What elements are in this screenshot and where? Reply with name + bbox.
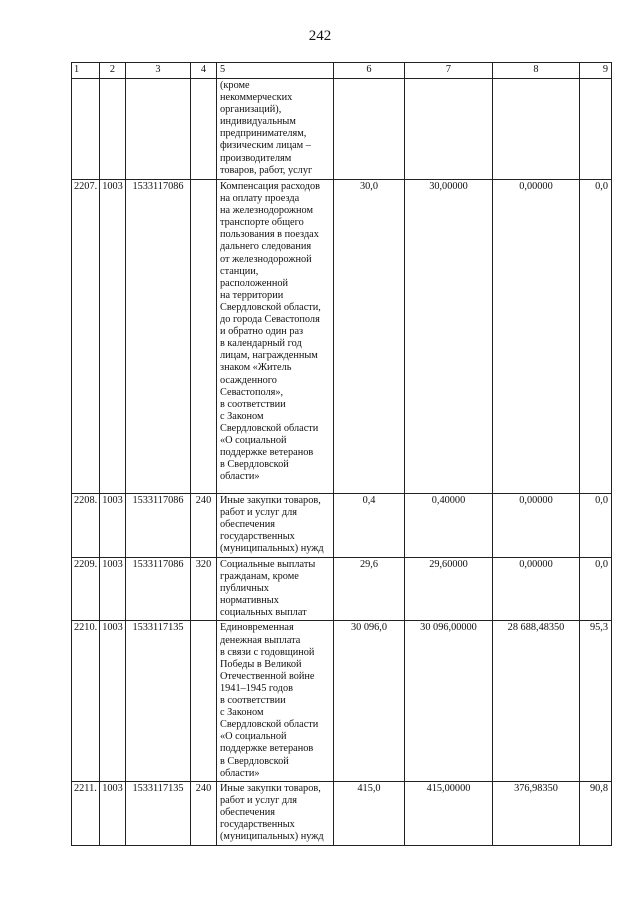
table-cell-col-8: 0,00000 bbox=[493, 494, 580, 558]
table-cell-col-9: 95,3 bbox=[580, 621, 612, 781]
table-cell-col-8: 28 688,48350 bbox=[493, 621, 580, 781]
table-cell-col-7: 0,40000 bbox=[405, 494, 493, 558]
table-cell-col-2 bbox=[100, 79, 126, 180]
table-cell-col-3: 1533117135 bbox=[126, 781, 191, 845]
table-row bbox=[72, 781, 612, 845]
table-cell-col-1: 2211. bbox=[72, 781, 100, 845]
column-header-8: 8 bbox=[493, 63, 580, 79]
table-cell-col-2: 1003 bbox=[100, 558, 126, 621]
table-row bbox=[72, 180, 612, 494]
table-cell-col-3 bbox=[126, 79, 191, 180]
table-cell-col-2: 1003 bbox=[100, 781, 126, 845]
table-cell-col-8: 0,00000 bbox=[493, 180, 580, 494]
table-cell-col-5: Единовременная денежная выплата в связи с годовщиной Победы в Великой Отечественной войне 1941–1945 годов в соответствии с Законом Свердловской области «О социальной поддержке ветеранов в Свердловской области» bbox=[217, 621, 334, 781]
table-cell-col-5: Иные закупки товаров, работ и услуг для обеспечения государственных (муниципальных) нужд bbox=[217, 494, 334, 558]
table-cell-col-9 bbox=[580, 79, 612, 180]
table-cell-col-6: 29,6 bbox=[334, 558, 405, 621]
page-number: 242 bbox=[308, 28, 332, 44]
table-cell-col-1 bbox=[72, 79, 100, 180]
column-header-2: 2 bbox=[100, 63, 126, 79]
table-cell-col-1: 2209. bbox=[72, 558, 100, 621]
table-cell-col-2: 1003 bbox=[100, 494, 126, 558]
table-header bbox=[72, 63, 612, 79]
table-cell-col-3: 1533117086 bbox=[126, 558, 191, 621]
table-cell-col-5: (кроме некоммерческих организаций), индивидуальным предпринимателям, физическим лицам – производителям товаров, работ, услуг bbox=[217, 79, 334, 180]
table-cell-col-8: 0,00000 bbox=[493, 558, 580, 621]
table-cell-col-4 bbox=[191, 621, 217, 781]
table-cell-col-4 bbox=[191, 180, 217, 494]
table-cell-col-3: 1533117135 bbox=[126, 621, 191, 781]
header-row bbox=[72, 63, 612, 79]
table-row bbox=[72, 621, 612, 781]
table-cell-col-3: 1533117086 bbox=[126, 494, 191, 558]
table-cell-col-7: 30,00000 bbox=[405, 180, 493, 494]
column-header-9: 9 bbox=[580, 63, 612, 79]
column-header-1: 1 bbox=[72, 63, 100, 79]
table-cell-col-6 bbox=[334, 79, 405, 180]
table-cell-col-3: 1533117086 bbox=[126, 180, 191, 494]
table-cell-col-7 bbox=[405, 79, 493, 180]
budget-table bbox=[71, 62, 612, 846]
table-cell-col-9: 0,0 bbox=[580, 558, 612, 621]
table-cell-col-4: 240 bbox=[191, 781, 217, 845]
column-header-3: 3 bbox=[126, 63, 191, 79]
table-cell-col-4 bbox=[191, 79, 217, 180]
table-row bbox=[72, 79, 612, 180]
table-cell-col-5: Компенсация расходов на оплату проезда на железнодорожном транспорте общего пользования в поездах дальнего следования от железнодорожной станции, расположенной на территории Свердловской области, до города Севастополя и обратно один раз в календарный год лицам, награжденным знаком «Житель осажденного Севастополя», в соответствии с Законом Свердловской области «О социальной поддержке ветеранов в Свердловской области» bbox=[217, 180, 334, 494]
table-cell-col-1: 2210. bbox=[72, 621, 100, 781]
table-cell-col-9: 0,0 bbox=[580, 180, 612, 494]
table-cell-col-5: Иные закупки товаров, работ и услуг для обеспечения государственных (муниципальных) нужд bbox=[217, 781, 334, 845]
table-cell-col-5: Социальные выплаты гражданам, кроме публичных нормативных социальных выплат bbox=[217, 558, 334, 621]
table-cell-col-1: 2208. bbox=[72, 494, 100, 558]
table-cell-col-6: 415,0 bbox=[334, 781, 405, 845]
column-header-4: 4 bbox=[191, 63, 217, 79]
table-cell-col-6: 30,0 bbox=[334, 180, 405, 494]
table-cell-col-6: 0,4 bbox=[334, 494, 405, 558]
column-header-5: 5 bbox=[217, 63, 334, 79]
table-row bbox=[72, 494, 612, 558]
table-cell-col-2: 1003 bbox=[100, 180, 126, 494]
table-cell-col-6: 30 096,0 bbox=[334, 621, 405, 781]
column-header-7: 7 bbox=[405, 63, 493, 79]
table-cell-col-1: 2207. bbox=[72, 180, 100, 494]
table-cell-col-7: 29,60000 bbox=[405, 558, 493, 621]
table-cell-col-8: 376,98350 bbox=[493, 781, 580, 845]
column-header-6: 6 bbox=[334, 63, 405, 79]
table-body bbox=[72, 79, 612, 846]
table-cell-col-8 bbox=[493, 79, 580, 180]
table-cell-col-4: 320 bbox=[191, 558, 217, 621]
table-cell-col-4: 240 bbox=[191, 494, 217, 558]
table-cell-col-9: 0,0 bbox=[580, 494, 612, 558]
table-cell-col-7: 30 096,00000 bbox=[405, 621, 493, 781]
table-row bbox=[72, 558, 612, 621]
table-cell-col-2: 1003 bbox=[100, 621, 126, 781]
table-cell-col-7: 415,00000 bbox=[405, 781, 493, 845]
table-cell-col-9: 90,8 bbox=[580, 781, 612, 845]
